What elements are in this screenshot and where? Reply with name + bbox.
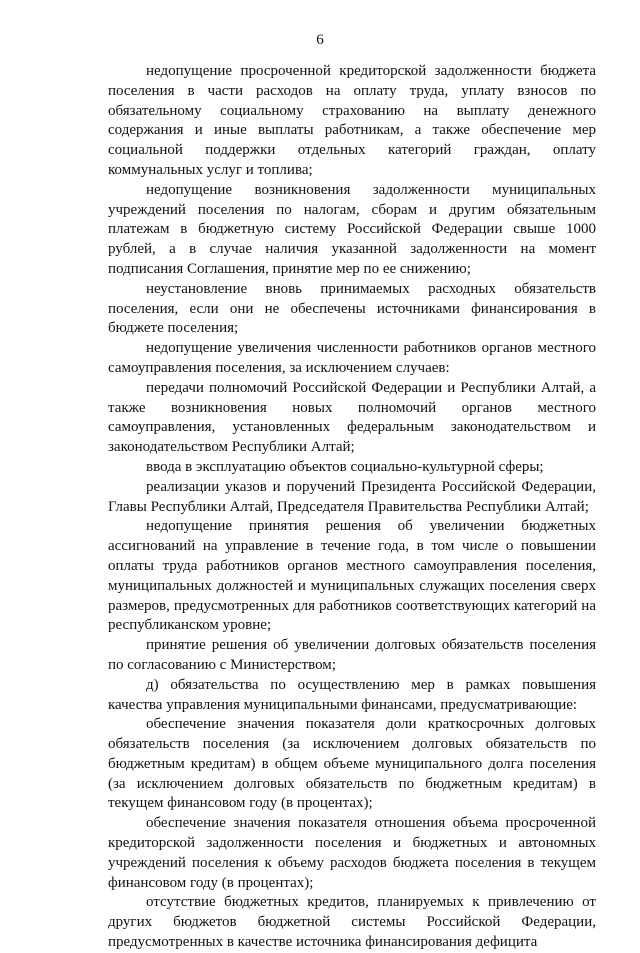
paragraph-2: недопущение возникновения задолженности муниципальных учреждений поселения по налогам, сборам и другим обязательным платежам в бюджетную систему Российской Федерации свыше 1000 рублей, а в случае наличия указанной задолженности на момент подписания Соглашения, принятие мер по ее снижению; xyxy=(108,181,596,277)
paragraph-10: д) обязательства по осуществлению мер в рамках повышения качества управления муниципальными финансами, предусматривающие: xyxy=(108,676,596,713)
paragraph-1: недопущение просроченной кредиторской задолженности бюджета поселения в части расходов на оплату труда, уплату взносов по обязательному социальному страхованию на выплату денежного содержания и иные выплаты работникам, а также обеспечение мер социальной поддержки отдельных категорий граждан, оплату коммунальных услуг и топлива; xyxy=(108,63,596,178)
paragraph-6: ввода в эксплуатацию объектов социально-культурной сферы; xyxy=(146,458,544,475)
paragraph-5: передачи полномочий Российской Федерации и Республики Алтай, а также возникновения новых полномочий органов местного самоуправления, установленных федеральным законодательством и законодательством Республики Алтай; xyxy=(108,379,596,456)
page-number: 6 xyxy=(316,32,324,48)
paragraph-4: недопущение увеличения численности работников органов местного самоуправления поселения, за исключением случаев: xyxy=(108,340,596,376)
paragraph-3: неустановление вновь принимаемых расходных обязательств поселения, если они не обеспечены источниками финансирования в бюджете поселения; xyxy=(108,280,596,337)
paragraph-9: принятие решения об увеличении долговых обязательств поселения по согласованию с Министерством; xyxy=(108,637,596,673)
paragraph-8: недопущение принятия решения об увеличении бюджетных ассигнований на управление в течение года, в том числе о повышении оплаты труда работников органов местного самоуправления поселения, муниципальных должностей и муниципальных служащих поселения сверх размеров, предусмотренных для работников соответствующих категорий на республиканском уровне; xyxy=(108,518,596,634)
paragraph-12: обеспечение значения показателя отношения объема просроченной кредиторской задолженности поселения и бюджетных и автономных учреждений поселения к объему расходов бюджета поселения в текущем финансовом году (в процентах); xyxy=(108,815,596,891)
document-body xyxy=(108,62,596,953)
paragraph-11: обеспечение значения показателя доли краткосрочных долговых обязательств поселения (за исключением долговых обязательств по бюджетным кредитам) в общем объеме муниципального долга поселения (за исключением долговых обязательств по бюджетным кредитам) в текущем финансовом году (в процентах); xyxy=(108,716,596,812)
paragraph-7: реализации указов и поручений Президента Российской Федерации, Главы Республики Алтай, Председателя Правительства Республики Алтай; xyxy=(108,478,596,515)
paragraph-13: отсутствие бюджетных кредитов, планируемых к привлечению от других бюджетов бюджетной системы Российской Федерации, предусмотренных в качестве источника финансирования дефицита xyxy=(108,894,596,951)
